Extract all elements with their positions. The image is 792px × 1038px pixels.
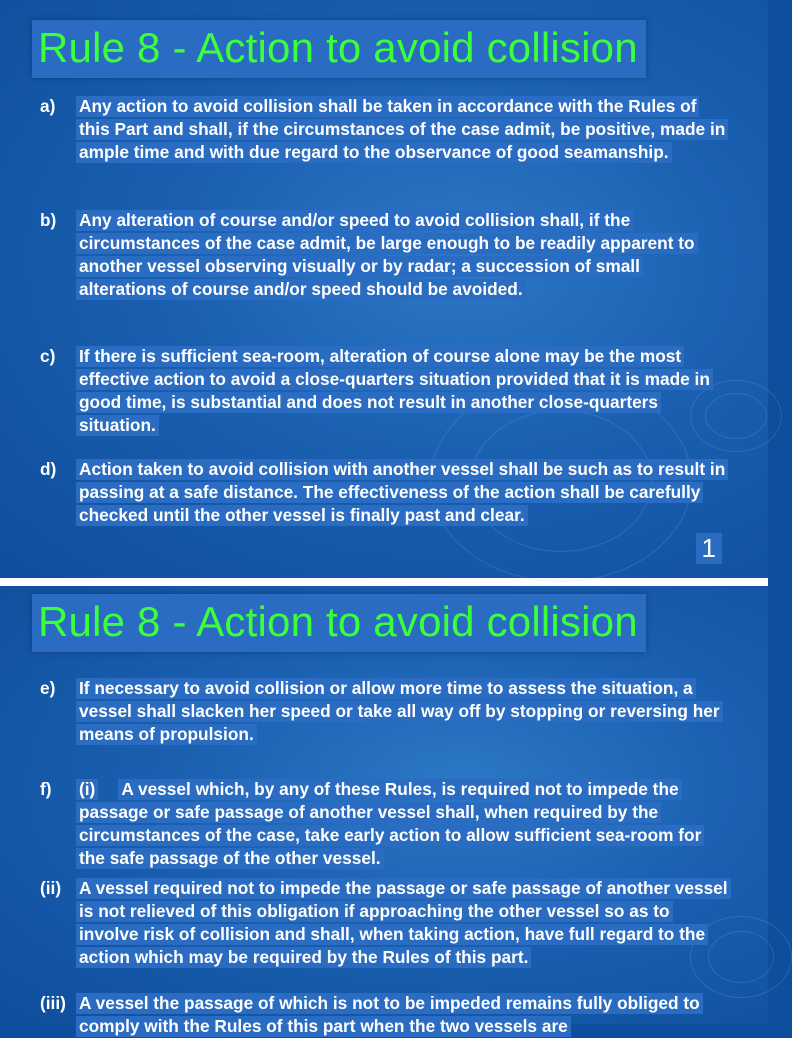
slide-title: Rule 8 - Action to avoid collision [32,20,646,78]
item-label: a) [40,96,56,116]
page-number: 1 [696,533,722,564]
item-text: If necessary to avoid collision or allow more time to assess the situation, a vessel shall slacken her speed or take all way off by stopping or reversing her means of propulsion. [76,678,723,745]
rule-item-e [40,677,730,746]
item-label: (iii) [40,993,66,1013]
slide-title: Rule 8 - Action to avoid collision [32,594,646,652]
rule-item-f-i [40,778,730,870]
item-label: f) [40,779,52,799]
item-text: A vessel required not to impede the passage or safe passage of another vessel is not relieved of this obligation if approaching the other vessel so as to involve risk of collision and shall, when taking action, have full regard to the action which may be required by the Rules of this part. [76,878,731,968]
item-text: A vessel the passage of which is not to be impeded remains fully obliged to comply with the Rules of this part when the two vessels are [76,993,703,1037]
rule-item-c [40,345,730,437]
rule-item-f-iii [40,992,730,1038]
slide-separator [0,578,768,586]
item-text: Action taken to avoid collision with another vessel shall be such as to result in passing at a safe distance. The effectiveness of the action shall be carefully checked until the other vessel is finally past and clear. [76,459,728,526]
rule-item-f-ii [40,877,730,969]
rule-item-a [40,95,730,164]
item-text: Any alteration of course and/or speed to avoid collision shall, if the circumstances of the case admit, be large enough to be readily apparent to another vessel observing visually or by radar; a succession of small alterations of course and/or speed should be avoided. [76,210,698,300]
item-label: e) [40,678,56,698]
rule-item-d [40,458,730,527]
item-sub-label: (i) [76,779,98,800]
item-label: b) [40,210,57,230]
slide-2 [0,586,768,1036]
item-text: If there is sufficient sea-room, alteration of course alone may be the most effective action to avoid a close-quarters situation provided that it is made in good time, is substantial and does not result in another close-quarters situation. [76,346,713,436]
rule-item-b [40,209,730,301]
item-label: c) [40,346,56,366]
item-label: (ii) [40,878,62,898]
item-text: Any action to avoid collision shall be taken in accordance with the Rules of this Part and shall, if the circumstances of the case admit, be positive, made in ample time and with due regard to the observance of good seamanship. [76,96,728,163]
item-text: A vessel which, by any of these Rules, is required not to impede the passage or safe passage of another vessel shall, when required by the circumstances of the case, take early action to allow sufficient sea-room for the safe passage of the other vessel. [76,779,704,869]
item-label: d) [40,459,57,479]
